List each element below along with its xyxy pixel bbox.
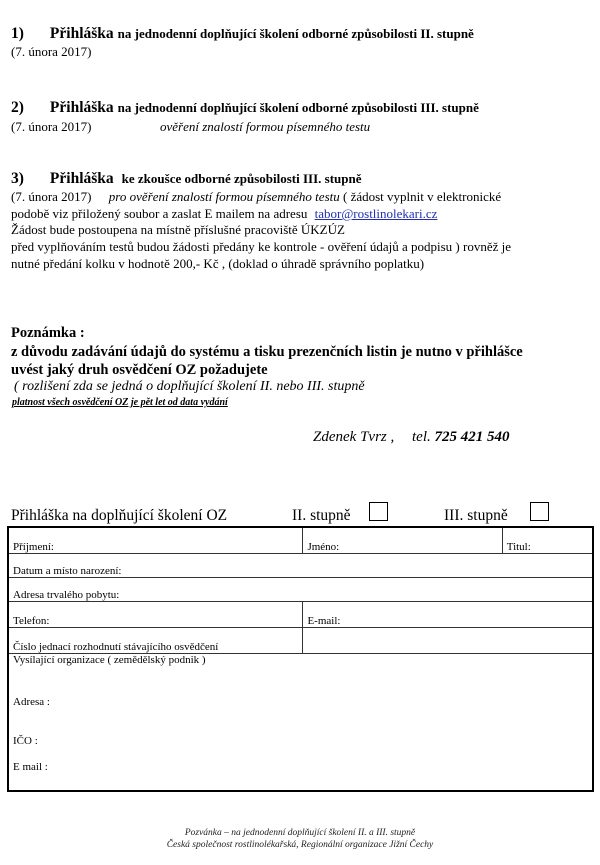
label-jmeno: Jméno: (307, 540, 340, 553)
section-title: Přihláška (49, 170, 114, 187)
section-number: 3) (11, 170, 24, 187)
option-3-checkbox[interactable] (530, 502, 549, 521)
option-2-checkbox[interactable] (369, 502, 388, 521)
section-3-text-e: nutné předání kolku v hodnotě 200,- Kč , (doklad o úhradě správního poplatku) (11, 256, 425, 271)
contact-tel-number: 725 421 540 (434, 429, 510, 445)
label-telefon: Telefon: (13, 614, 50, 627)
section-2-date: (7. února 2017) (11, 119, 92, 134)
section-1-heading (11, 25, 474, 43)
section-3-line-2 (11, 206, 437, 222)
field-jmeno[interactable] (303, 527, 502, 553)
registration-form (7, 526, 594, 792)
label-organizace: Vysílající organizace ( zemědělský podnik ) (13, 653, 206, 666)
label-prijmeni: Příjmení: (13, 540, 54, 553)
section-1-date: (7. února 2017) (11, 44, 92, 59)
contact-name: Zdenek Tvrz , (313, 429, 395, 445)
email-link[interactable]: tabor@rostlinolekari.cz (314, 206, 438, 221)
label-email: E-mail: (307, 614, 341, 627)
section-3-heading (11, 170, 361, 188)
section-2-note: ověření znalostí formou písemného testu (160, 119, 371, 134)
note-validity: platnost všech osvědčení OZ je pět let od data vydání (12, 397, 228, 408)
label-org-email: E mail : (13, 760, 48, 773)
field-telefon[interactable] (8, 601, 303, 627)
field-organizace[interactable] (8, 653, 593, 791)
section-2-heading (11, 99, 479, 117)
field-cislo-jednaci[interactable] (8, 627, 303, 653)
field-email[interactable] (303, 601, 593, 627)
section-title: Přihláška (49, 25, 114, 42)
footer-line-1: Pozvánka – na jednodenní doplňující školení II. a III. stupně (184, 828, 416, 838)
label-cislo-jednaci: Číslo jednací rozhodnutí stávajícího osvědčení (13, 640, 219, 653)
label-org-ico: IČO : (13, 734, 38, 747)
section-description: ke zkoušce odborné způsobilosti III. stupně (121, 171, 362, 186)
field-prijmeni[interactable] (8, 527, 303, 553)
section-3-text-c: Žádost bude postoupena na místně příslušné pracoviště ÚKZÚZ (11, 222, 345, 237)
field-titul[interactable] (502, 527, 593, 553)
note-line-3: ( rozlišení zda se jedná o doplňující školení II. nebo III. stupně (14, 379, 365, 394)
field-datum-narozeni[interactable] (8, 553, 593, 577)
option-2-label: II. stupně (292, 507, 351, 524)
form-title: Přihláška na doplňující školení OZ (11, 507, 228, 524)
section-3-text-d: před vyplňováním testů budou žádosti předány ke kontrole - ověření údajů a podpisu ) rovněž je (11, 239, 512, 254)
section-3-note: pro ověření znalostí formou písemného testu (108, 189, 340, 204)
field-cislo-jednaci-value[interactable] (303, 627, 593, 653)
option-3-label: III. stupně (444, 507, 508, 524)
label-titul: Titul: (506, 540, 531, 553)
section-number: 2) (11, 99, 24, 116)
note-line-2: uvést jaký druh osvědčení OZ požadujete (11, 362, 268, 378)
note-title: Poznámka : (11, 325, 85, 341)
field-adresa-pobytu[interactable] (8, 577, 593, 601)
contact-line (313, 429, 510, 446)
section-3-text-a: ( žádost vyplnit v elektronické (343, 189, 502, 204)
section-number: 1) (11, 25, 24, 42)
section-3-line-1 (11, 189, 501, 205)
section-title: Přihláška (49, 99, 114, 116)
note-line-1: z důvodu zadávání údajů do systému a tisku prezenčních listin je nutno v přihlášce (11, 344, 523, 360)
footer-line-2: Česká společnost rostlinolékařská, Regionální organizace Jižní Čechy (166, 840, 434, 850)
label-adresa-pobytu: Adresa trvalého pobytu: (13, 588, 120, 601)
contact-tel-label: tel. (412, 429, 431, 445)
label-datum-narozeni: Datum a místo narození: (13, 564, 122, 577)
section-3-text-b: podobě viz přiložený soubor a zaslat E mailem na adresu (11, 206, 308, 221)
section-description: na jednodenní doplňující školení odborné způsobilosti II. stupně (117, 26, 474, 41)
section-3-date: (7. února 2017) (11, 189, 92, 204)
section-description: na jednodenní doplňující školení odborné způsobilosti III. stupně (117, 100, 479, 115)
label-org-adresa: Adresa : (13, 695, 50, 708)
